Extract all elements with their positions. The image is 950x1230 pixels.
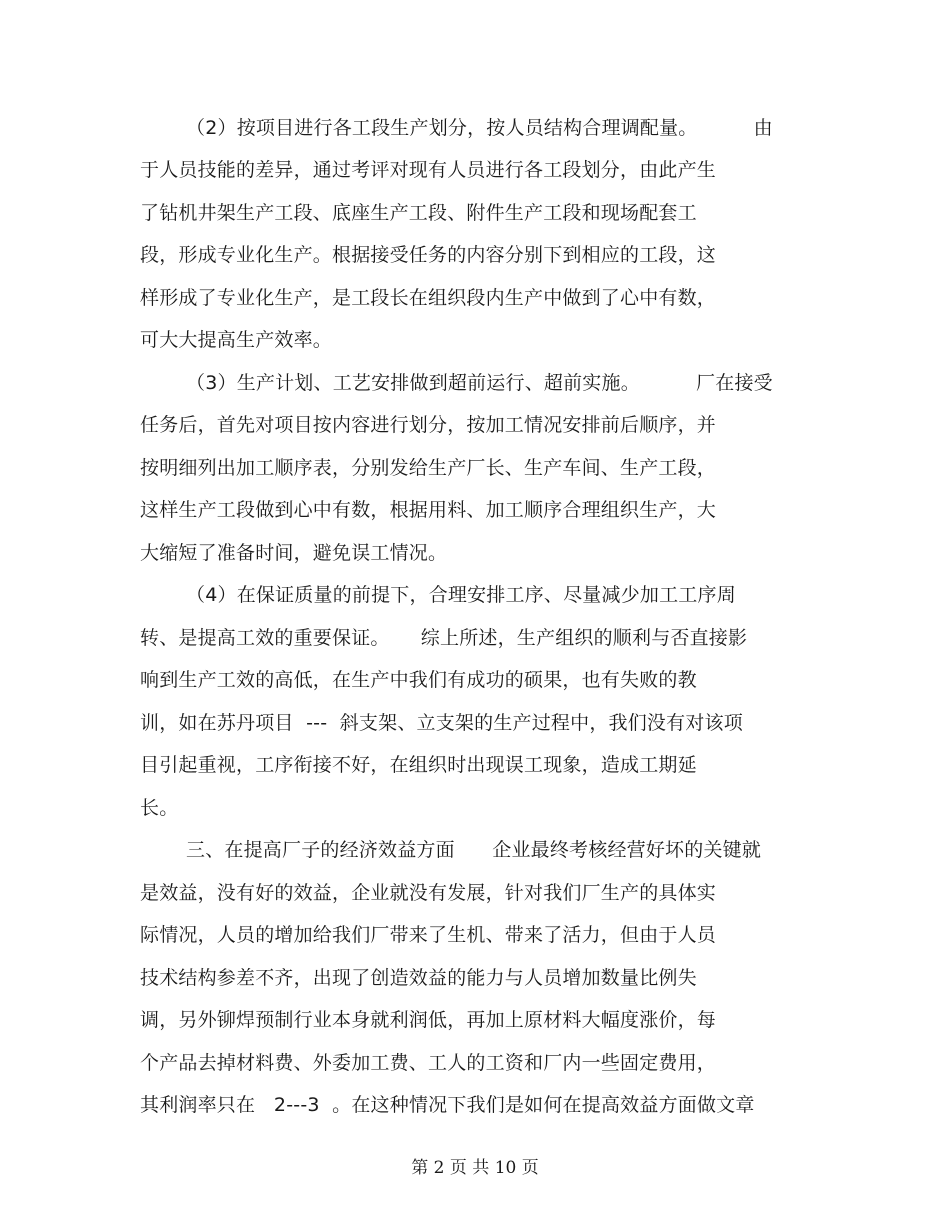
text-line: 大缩短了准备时间，避免误工情况。 <box>140 542 448 564</box>
text-line: 是效益，没有好的效益，企业就没有发展，针对我们厂生产的具体实 <box>140 882 717 904</box>
text-line: 了钻机井架生产工段、底座生产工段、附件生产工段和现场配套工 <box>140 202 697 224</box>
text-line: （3）生产计划、工艺安排做到超前运行、超前实施。 厂在接受 <box>186 372 773 394</box>
text-line: 样形成了专业化生产，是工段长在组织段内生产中做到了心中有数， <box>140 287 717 309</box>
text-line: 转、是提高工效的重要保证。 综上所述，生产组织的顺利与否直接影 <box>140 627 748 649</box>
text-line: 际情况，人员的增加给我们厂带来了生机、带来了活力，但由于人员 <box>140 924 717 946</box>
page-number-footer: 第 2 页 共 10 页 <box>411 1158 539 1178</box>
text-line: 技术结构参差不齐，出现了创造效益的能力与人员增加数量比例失 <box>140 967 697 989</box>
text-line: （2）按项目进行各工段生产划分，按人员结构合理调配量。 由 <box>186 117 773 139</box>
text-line: 目引起重视，工序衔接不好，在组织时出现误工现象，造成工期延 <box>140 754 697 776</box>
text-line: 这样生产工段做到心中有数，根据用料、加工顺序合理组织生产，大 <box>140 499 717 521</box>
text-line: （4）在保证质量的前提下，合理安排工序、尽量减少加工工序周 <box>186 584 736 606</box>
text-line: 任务后，首先对项目按内容进行划分，按加工情况安排前后顺序，并 <box>140 414 717 436</box>
text-line: 调，另外铆焊预制行业本身就利润低，再加上原材料大幅度涨价，每 <box>140 1009 717 1031</box>
text-line: 个产品去掉材料费、外委加工费、工人的工资和厂内一些固定费用， <box>140 1052 717 1074</box>
text-line: 于人员技能的差异，通过考评对现有人员进行各工段划分，由此产生 <box>140 159 717 181</box>
text-line: 段，形成专业化生产。根据接受任务的内容分别下到相应的工段，这 <box>140 244 717 266</box>
text-line: 可大大提高生产效率。 <box>140 329 333 351</box>
text-line: 长。 <box>140 797 179 819</box>
text-line: 按明细列出加工顺序表，分别发给生产厂长、生产车间、生产工段， <box>140 457 717 479</box>
text-line: 训，如在苏丹项目 --- 斜支架、立支架的生产过程中，我们没有对该项 <box>140 712 743 734</box>
text-line: 其利润率只在 2---3 。在这种情况下我们是如何在提高效益方面做文章 <box>140 1094 755 1116</box>
text-line: 响到生产工效的高低，在生产中我们有成功的硕果，也有失败的教 <box>140 669 697 691</box>
text-line: 三、在提高厂子的经济效益方面 企业最终考核经营好坏的关键就 <box>186 839 762 861</box>
